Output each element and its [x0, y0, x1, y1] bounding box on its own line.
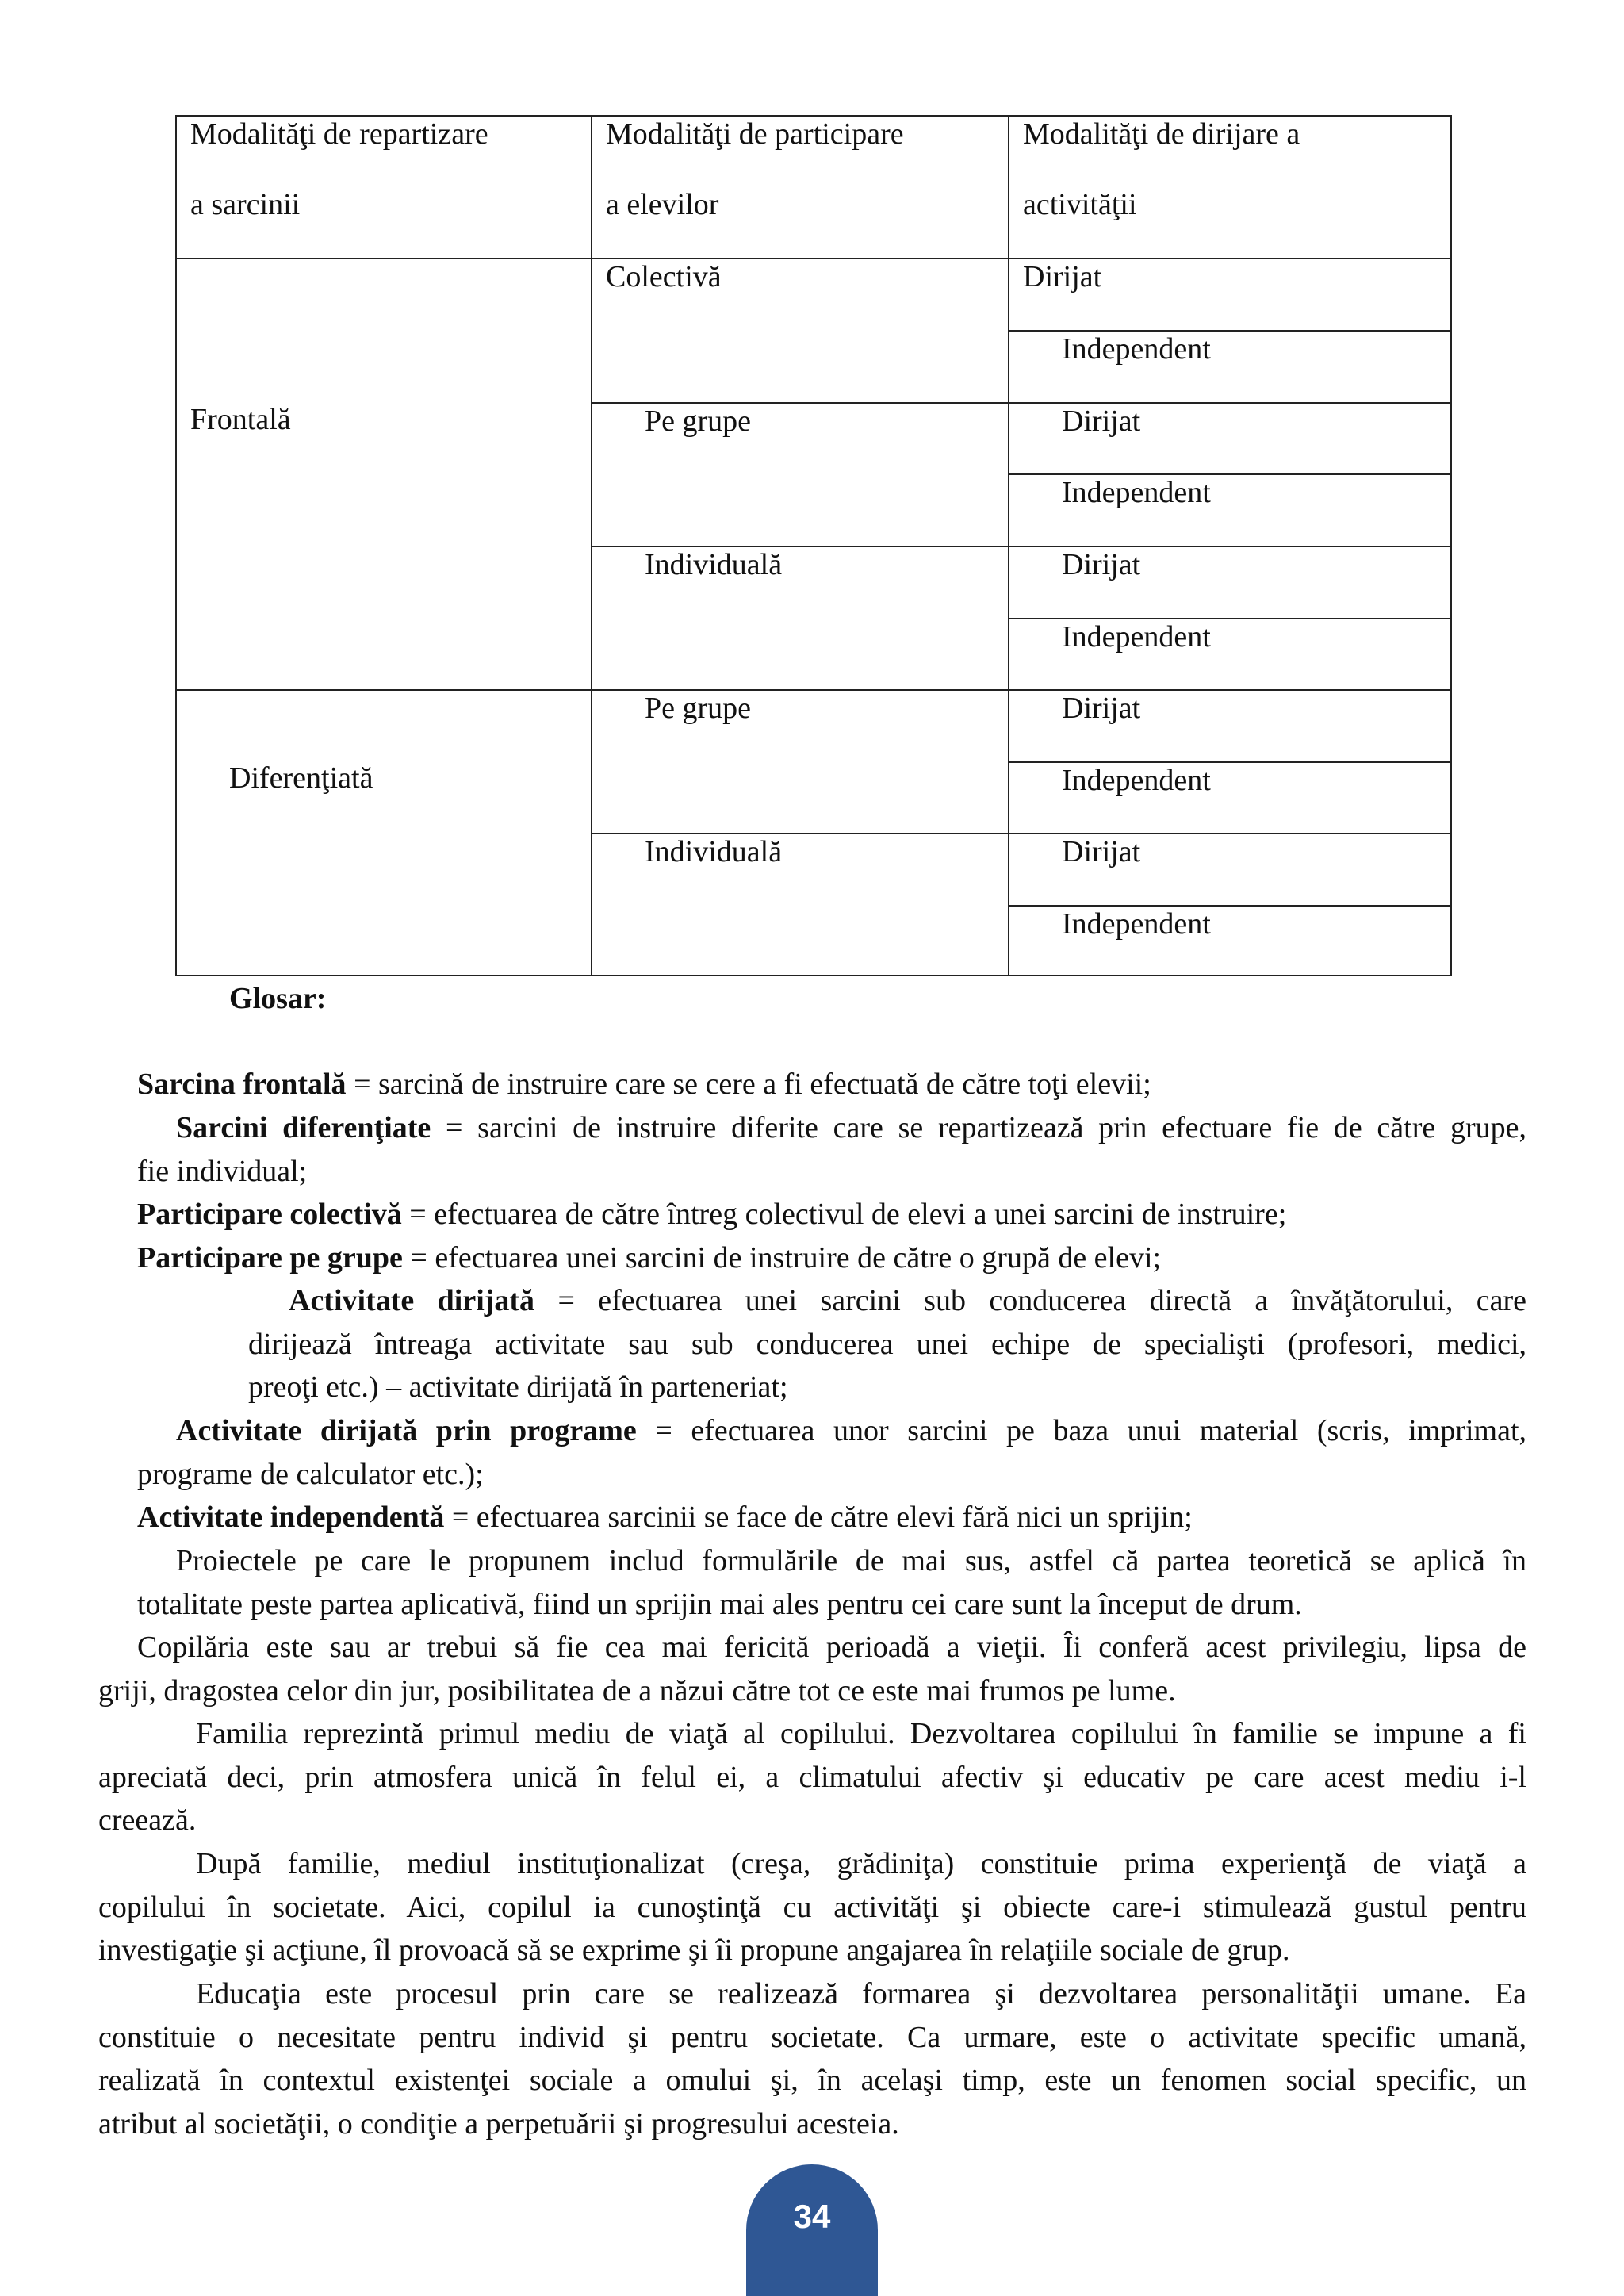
cell-independent: Independent: [1062, 476, 1211, 509]
glossary-entry: [137, 1106, 1526, 1193]
glossary-definition-cont: dirijează întreaga activitate sau sub conducerea unei echipe de specialişti (profesori, medici,: [248, 1327, 1526, 1361]
glossary-term: Activitate independentă: [137, 1501, 445, 1534]
cell-dirijat: Dirijat: [1062, 835, 1141, 868]
cell-dirijat: Dirijat: [1062, 404, 1141, 438]
glossary-definition: = efectuarea unor sarcini pe baza unui material (scris, imprimat,: [636, 1414, 1527, 1447]
paragraph-line: investigaţie şi acţiune, îl provoacă să se exprime şi îi propune angajarea în relaţiile sociale de grup.: [98, 1934, 1290, 1967]
glossary-definition-cont: programe de calculator etc.);: [137, 1457, 484, 1491]
paragraph-line: După familie, mediul instituţionalizat (creşa, grădiniţa) constituie prima experienţă de viaţă a: [196, 1847, 1526, 1880]
header-col2-line2: a elevilor: [606, 188, 719, 221]
glossary-term: Sarcina frontală: [137, 1068, 347, 1101]
cell-dirijat: Dirijat: [1023, 260, 1102, 293]
cell-diferentiata: Diferenţiată: [229, 761, 373, 795]
paragraph-line: constituie o necesitate pentru individ şi pentru societate. Ca urmare, este o activitate specific umană,: [98, 2020, 1526, 2054]
paragraph-5: [98, 1972, 1526, 2145]
glossary-title: Glosar:: [229, 982, 327, 1015]
glossary-definition: = sarcini de instruire diferite care se repartizează prin efectuare fie de către grupe,: [431, 1111, 1526, 1144]
glossary-term: Activitate dirijată prin programe: [176, 1414, 637, 1447]
header-col1-line2: a sarcinii: [190, 188, 301, 221]
paragraph-3: [98, 1712, 1526, 1842]
glossary-term: Participare pe grupe: [137, 1241, 403, 1274]
table-header-divider: [175, 258, 1452, 259]
glossary-entry: [137, 1496, 1526, 1539]
glossary-definition-cont: preoţi etc.) – activitate dirijată în parteneriat;: [248, 1370, 788, 1404]
glossary-term: Sarcini diferenţiate: [176, 1111, 431, 1144]
paragraph-line: Proiectele pe care le propunem includ formulările de mai sus, astfel că partea teoretică se aplică în: [176, 1544, 1526, 1577]
paragraph-line: creează.: [98, 1803, 197, 1837]
paragraph-line: apreciată deci, prin atmosfera unică în felul ei, a climatului afectiv şi educativ pe care acest mediu i-l: [98, 1760, 1526, 1794]
table-group-divider: [175, 689, 1452, 691]
glossary-definition: = efectuarea de către întreg colectivul de elevi a unei sarcini de instruire;: [401, 1198, 1287, 1231]
cell-independent: Independent: [1062, 764, 1211, 797]
cell-independent: Independent: [1062, 907, 1211, 941]
paragraph-line: Copilăria este sau ar trebui să fie cea mai fericită perioadă a vieţii. Îi conferă acest privilegiu, lipsa de: [137, 1631, 1526, 1664]
glossary-definition: = efectuarea sarcinii se face de către elevi fără nici un sprijin;: [444, 1501, 1193, 1534]
table-border-bottom: [175, 975, 1452, 976]
paragraph-4: [98, 1842, 1526, 1972]
repartition-table: [175, 115, 1452, 976]
paragraph-line: copilului în societate. Aici, copilul ia cunoştinţă cu activităţi şi obiecte care-i stimulează gustul pentru: [98, 1890, 1526, 1924]
cell-pe-grupe: Pe grupe: [645, 404, 752, 438]
cell-dirijat: Dirijat: [1062, 548, 1141, 581]
paragraph-1: [137, 1539, 1526, 1626]
glossary-definition: = sarcină de instruire care se cere a fi efectuată de către toţi elevii;: [346, 1068, 1151, 1101]
glossary-entry: [137, 1409, 1526, 1496]
glossary-term: Participare colectivă: [137, 1198, 402, 1231]
page-number-badge: [746, 2164, 878, 2296]
glossary-entry: [248, 1279, 1526, 1409]
paragraph-line: Educaţia este procesul prin care se realizează formarea şi dezvoltarea personalităţii umane. Ea: [196, 1977, 1526, 2010]
cell-colectiva: Colectivă: [606, 260, 722, 293]
cell-individuala: Individuală: [645, 548, 783, 581]
page-number: 34: [793, 2198, 831, 2235]
glossary-definition: = efectuarea unei sarcini sub conducerea directă a învăţătorului, care: [534, 1284, 1526, 1317]
paragraph-line: Familia reprezintă primul mediu de viaţă al copilului. Dezvoltarea copilului în familie se impune a fi: [196, 1717, 1526, 1750]
paragraph-line: realizată în contextul existenţei sociale a omului şi, în acelaşi timp, este un fenomen social specific, un: [98, 2064, 1526, 2097]
glossary-definition: = efectuarea unei sarcini de instruire de către o grupă de elevi;: [402, 1241, 1162, 1274]
glossary-entry: [137, 1063, 1526, 1106]
paragraph-line: griji, dragostea celor din jur, posibilitatea de a năzui către tot ce este mai frumos pe lume.: [98, 1673, 1176, 1708]
cell-independent: Independent: [1062, 332, 1211, 366]
paragraph-line: atribut al societăţii, o condiţie a perpetuării şi progresului acesteia.: [98, 2106, 899, 2141]
glossary-definition-cont: fie individual;: [137, 1154, 308, 1188]
cell-pe-grupe: Pe grupe: [645, 692, 752, 725]
paragraph-2: [98, 1626, 1526, 1712]
glossary-term: Activitate dirijată: [289, 1284, 535, 1317]
glossary-entry: [137, 1193, 1526, 1236]
glossary-entry: [137, 1236, 1526, 1280]
header-col2-line1: Modalităţi de participare: [606, 117, 904, 151]
paragraph-line: totalitate peste partea aplicativă, fiind un sprijin mai ales pentru cei care sunt la început de drum.: [137, 1587, 1302, 1621]
header-col3-line2: activităţii: [1023, 188, 1137, 221]
header-col1-line1: Modalităţi de repartizare: [190, 117, 488, 151]
cell-individuala: Individuală: [645, 835, 783, 868]
table-border-left: [175, 115, 177, 976]
cell-dirijat: Dirijat: [1062, 692, 1141, 725]
cell-independent: Independent: [1062, 620, 1211, 654]
header-col3-line1: Modalităţi de dirijare a: [1023, 117, 1300, 151]
cell-frontala: Frontală: [190, 403, 291, 436]
